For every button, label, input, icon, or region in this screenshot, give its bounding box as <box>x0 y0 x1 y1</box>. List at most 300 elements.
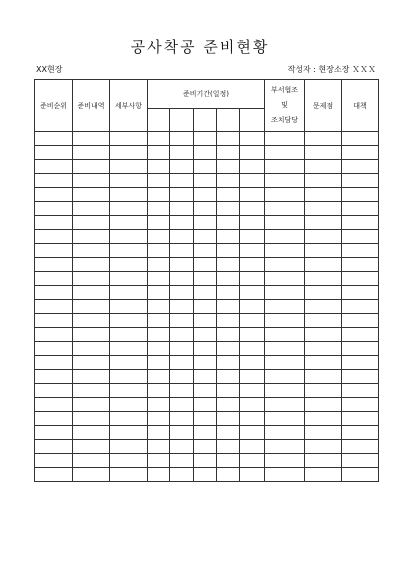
table-cell[interactable] <box>240 370 265 384</box>
table-row <box>35 188 379 202</box>
table-cell[interactable] <box>170 272 194 286</box>
table-cell[interactable] <box>240 356 265 370</box>
table-cell[interactable] <box>73 174 110 188</box>
table-cell[interactable] <box>265 202 305 216</box>
table-cell[interactable] <box>148 230 170 244</box>
table-cell[interactable] <box>148 454 170 468</box>
table-cell[interactable] <box>73 188 110 202</box>
table-cell[interactable] <box>305 398 342 412</box>
table-cell[interactable] <box>305 412 342 426</box>
table-cell[interactable] <box>148 244 170 258</box>
table-cell[interactable] <box>170 216 194 230</box>
table-cell[interactable] <box>73 468 110 482</box>
table-cell[interactable] <box>240 272 265 286</box>
table-cell[interactable] <box>194 370 217 384</box>
table-cell[interactable] <box>240 146 265 160</box>
table-row <box>35 258 379 272</box>
table-cell[interactable] <box>305 258 342 272</box>
table-cell[interactable] <box>35 286 73 300</box>
table-cell[interactable] <box>35 412 73 426</box>
table-cell[interactable] <box>240 328 265 342</box>
table-cell[interactable] <box>240 314 265 328</box>
table-cell[interactable] <box>110 370 148 384</box>
table-cell[interactable] <box>240 160 265 174</box>
table-cell[interactable] <box>148 314 170 328</box>
table-cell[interactable] <box>240 384 265 398</box>
table-cell[interactable] <box>148 174 170 188</box>
table-cell[interactable] <box>217 356 240 370</box>
table-cell[interactable] <box>110 328 148 342</box>
table-row <box>35 286 379 300</box>
table-cell[interactable] <box>73 412 110 426</box>
table-cell[interactable] <box>110 426 148 440</box>
table-cell[interactable] <box>265 412 305 426</box>
table-cell[interactable] <box>217 300 240 314</box>
table-row <box>35 160 379 174</box>
table-cell[interactable] <box>342 174 379 188</box>
table-cell[interactable] <box>35 454 73 468</box>
table-cell[interactable] <box>170 426 194 440</box>
table-cell[interactable] <box>217 174 240 188</box>
table-cell[interactable] <box>305 286 342 300</box>
table-cell[interactable] <box>35 468 73 482</box>
table-body <box>35 132 379 482</box>
table-cell[interactable] <box>217 342 240 356</box>
table-cell[interactable] <box>342 342 379 356</box>
table-cell[interactable] <box>110 440 148 454</box>
table-row <box>35 230 379 244</box>
table-cell[interactable] <box>148 132 170 146</box>
table-cell[interactable] <box>194 132 217 146</box>
table-cell[interactable] <box>35 258 73 272</box>
table-cell[interactable] <box>342 230 379 244</box>
table-cell[interactable] <box>35 370 73 384</box>
table-cell[interactable] <box>73 328 110 342</box>
table-cell[interactable] <box>35 398 73 412</box>
table-cell[interactable] <box>73 300 110 314</box>
table-cell[interactable] <box>305 132 342 146</box>
table-cell[interactable] <box>73 146 110 160</box>
table-cell[interactable] <box>73 440 110 454</box>
table-cell[interactable] <box>240 468 265 482</box>
table-cell[interactable] <box>305 342 342 356</box>
period-subcolumn-cell[interactable] <box>240 109 265 132</box>
table-cell[interactable] <box>240 440 265 454</box>
table-cell[interactable] <box>170 398 194 412</box>
table-cell[interactable] <box>148 342 170 356</box>
table-cell[interactable] <box>110 188 148 202</box>
table-cell[interactable] <box>170 174 194 188</box>
table-cell[interactable] <box>240 300 265 314</box>
table-cell[interactable] <box>73 132 110 146</box>
table-cell[interactable] <box>194 454 217 468</box>
table-cell[interactable] <box>217 314 240 328</box>
table-cell[interactable] <box>170 328 194 342</box>
table-cell[interactable] <box>170 440 194 454</box>
table-cell[interactable] <box>35 202 73 216</box>
table-cell[interactable] <box>170 356 194 370</box>
table-cell[interactable] <box>342 160 379 174</box>
table-cell[interactable] <box>305 314 342 328</box>
table-cell[interactable] <box>110 384 148 398</box>
table-cell[interactable] <box>240 258 265 272</box>
table-cell[interactable] <box>73 258 110 272</box>
table-cell[interactable] <box>148 258 170 272</box>
table-cell[interactable] <box>265 398 305 412</box>
table-cell[interactable] <box>240 454 265 468</box>
table-cell[interactable] <box>342 202 379 216</box>
table-cell[interactable] <box>35 356 73 370</box>
table-row <box>35 454 379 468</box>
table-cell[interactable] <box>305 328 342 342</box>
table-cell[interactable] <box>194 230 217 244</box>
table-cell[interactable] <box>35 314 73 328</box>
table-cell[interactable] <box>35 188 73 202</box>
table-cell[interactable] <box>240 286 265 300</box>
table-cell[interactable] <box>342 468 379 482</box>
table-cell[interactable] <box>110 356 148 370</box>
table-cell[interactable] <box>148 146 170 160</box>
table-cell[interactable] <box>148 272 170 286</box>
table-cell[interactable] <box>110 398 148 412</box>
table-cell[interactable] <box>342 314 379 328</box>
table-cell[interactable] <box>217 370 240 384</box>
table-cell[interactable] <box>148 398 170 412</box>
table-cell[interactable] <box>73 286 110 300</box>
table-cell[interactable] <box>305 160 342 174</box>
table-cell[interactable] <box>240 216 265 230</box>
table-cell[interactable] <box>148 412 170 426</box>
table-cell[interactable] <box>148 468 170 482</box>
table-cell[interactable] <box>148 202 170 216</box>
table-cell[interactable] <box>170 258 194 272</box>
table-row <box>35 370 379 384</box>
table-cell[interactable] <box>305 356 342 370</box>
table-cell[interactable] <box>170 188 194 202</box>
table-cell[interactable] <box>110 300 148 314</box>
table-cell[interactable] <box>342 454 379 468</box>
table-cell[interactable] <box>110 244 148 258</box>
table-cell[interactable] <box>305 454 342 468</box>
table-cell[interactable] <box>110 216 148 230</box>
table-row <box>35 384 379 398</box>
table-cell[interactable] <box>342 356 379 370</box>
table-cell[interactable] <box>170 342 194 356</box>
table-cell[interactable] <box>73 426 110 440</box>
table-cell[interactable] <box>217 286 240 300</box>
table-cell[interactable] <box>265 468 305 482</box>
table-cell[interactable] <box>194 328 217 342</box>
table-cell[interactable] <box>73 384 110 398</box>
table-cell[interactable] <box>110 272 148 286</box>
table-cell[interactable] <box>170 244 194 258</box>
table-cell[interactable] <box>35 230 73 244</box>
table-cell[interactable] <box>170 160 194 174</box>
table-cell[interactable] <box>148 384 170 398</box>
table-cell[interactable] <box>265 146 305 160</box>
table-cell[interactable] <box>35 216 73 230</box>
table-cell[interactable] <box>305 426 342 440</box>
table-cell[interactable] <box>217 202 240 216</box>
table-cell[interactable] <box>35 440 73 454</box>
table-cell[interactable] <box>265 132 305 146</box>
table-cell[interactable] <box>265 174 305 188</box>
table-cell[interactable] <box>194 286 217 300</box>
table-cell[interactable] <box>217 468 240 482</box>
period-subcolumn-cell[interactable] <box>217 109 240 132</box>
dept-line-3: 조치담당 <box>270 116 299 124</box>
table-cell[interactable] <box>194 314 217 328</box>
table-cell[interactable] <box>170 202 194 216</box>
table-cell[interactable] <box>148 188 170 202</box>
table-row <box>35 342 379 356</box>
table-cell[interactable] <box>305 188 342 202</box>
table-cell[interactable] <box>342 146 379 160</box>
table-cell[interactable] <box>170 132 194 146</box>
table-row <box>35 244 379 258</box>
table-cell[interactable] <box>35 174 73 188</box>
col-header-details: 세부사항 <box>110 80 148 132</box>
table-cell[interactable] <box>342 384 379 398</box>
table-cell[interactable] <box>240 244 265 258</box>
table-cell[interactable] <box>148 286 170 300</box>
table-cell[interactable] <box>194 188 217 202</box>
table-cell[interactable] <box>73 216 110 230</box>
table-cell[interactable] <box>217 426 240 440</box>
table-cell[interactable] <box>194 384 217 398</box>
table-cell[interactable] <box>265 328 305 342</box>
table-cell[interactable] <box>194 244 217 258</box>
table-cell[interactable] <box>35 160 73 174</box>
table-cell[interactable] <box>110 132 148 146</box>
table-cell[interactable] <box>265 384 305 398</box>
table-cell[interactable] <box>342 440 379 454</box>
table-cell[interactable] <box>305 146 342 160</box>
dept-line-2: 및 <box>281 101 288 109</box>
table-cell[interactable] <box>240 342 265 356</box>
table-cell[interactable] <box>194 146 217 160</box>
table-cell[interactable] <box>217 412 240 426</box>
table-cell[interactable] <box>217 244 240 258</box>
table-cell[interactable] <box>342 132 379 146</box>
table-cell[interactable] <box>265 160 305 174</box>
table-cell[interactable] <box>342 188 379 202</box>
table-cell[interactable] <box>305 230 342 244</box>
table-cell[interactable] <box>305 216 342 230</box>
table-cell[interactable] <box>73 398 110 412</box>
table-cell[interactable] <box>194 258 217 272</box>
table-cell[interactable] <box>342 258 379 272</box>
table-row <box>35 356 379 370</box>
table-cell[interactable] <box>305 384 342 398</box>
period-subcolumn-cell[interactable] <box>170 109 194 132</box>
table-cell[interactable] <box>265 286 305 300</box>
table-cell[interactable] <box>342 412 379 426</box>
table-cell[interactable] <box>194 160 217 174</box>
table-cell[interactable] <box>73 342 110 356</box>
table-cell[interactable] <box>73 202 110 216</box>
table-cell[interactable] <box>148 426 170 440</box>
table-cell[interactable] <box>194 272 217 286</box>
table-cell[interactable] <box>73 244 110 258</box>
table-cell[interactable] <box>217 188 240 202</box>
table-cell[interactable] <box>194 398 217 412</box>
period-subcolumn-cell[interactable] <box>148 109 170 132</box>
table-cell[interactable] <box>240 398 265 412</box>
table-cell[interactable] <box>170 300 194 314</box>
table-cell[interactable] <box>265 356 305 370</box>
table-cell[interactable] <box>240 230 265 244</box>
table-cell[interactable] <box>305 440 342 454</box>
table-cell[interactable] <box>265 440 305 454</box>
table-cell[interactable] <box>240 132 265 146</box>
table-cell[interactable] <box>217 454 240 468</box>
table-row <box>35 468 379 482</box>
table-cell[interactable] <box>265 370 305 384</box>
table-cell[interactable] <box>265 454 305 468</box>
table-cell[interactable] <box>265 230 305 244</box>
table-cell[interactable] <box>217 132 240 146</box>
table-cell[interactable] <box>265 314 305 328</box>
table-cell[interactable] <box>342 216 379 230</box>
table-cell[interactable] <box>35 300 73 314</box>
table-cell[interactable] <box>194 216 217 230</box>
table-cell[interactable] <box>342 272 379 286</box>
table-cell[interactable] <box>305 174 342 188</box>
col-header-order: 준비순위 <box>35 80 73 132</box>
table-cell[interactable] <box>305 468 342 482</box>
table-cell[interactable] <box>194 300 217 314</box>
table-cell[interactable] <box>217 440 240 454</box>
table-cell[interactable] <box>148 440 170 454</box>
table-cell[interactable] <box>35 426 73 440</box>
table-cell[interactable] <box>240 174 265 188</box>
table-cell[interactable] <box>305 370 342 384</box>
table-cell[interactable] <box>170 286 194 300</box>
table-cell[interactable] <box>170 314 194 328</box>
table-cell[interactable] <box>342 370 379 384</box>
table-row <box>35 314 379 328</box>
dept-line-1: 부서협조 <box>270 86 299 94</box>
table-cell[interactable] <box>240 412 265 426</box>
table-cell[interactable] <box>217 328 240 342</box>
table-cell[interactable] <box>240 202 265 216</box>
table-cell[interactable] <box>217 216 240 230</box>
table-cell[interactable] <box>342 426 379 440</box>
table-cell[interactable] <box>265 272 305 286</box>
table-cell[interactable] <box>265 258 305 272</box>
table-cell[interactable] <box>170 146 194 160</box>
table-cell[interactable] <box>110 160 148 174</box>
table-cell[interactable] <box>265 244 305 258</box>
table-cell[interactable] <box>35 146 73 160</box>
table-cell[interactable] <box>35 272 73 286</box>
table-cell[interactable] <box>265 188 305 202</box>
table-cell[interactable] <box>110 174 148 188</box>
table-cell[interactable] <box>35 132 73 146</box>
table-cell[interactable] <box>110 314 148 328</box>
table-cell[interactable] <box>170 230 194 244</box>
table-cell[interactable] <box>305 272 342 286</box>
table-cell[interactable] <box>170 384 194 398</box>
table-cell[interactable] <box>265 426 305 440</box>
table-cell[interactable] <box>194 342 217 356</box>
table-cell[interactable] <box>305 300 342 314</box>
table-cell[interactable] <box>194 440 217 454</box>
table-cell[interactable] <box>217 258 240 272</box>
table-cell[interactable] <box>110 230 148 244</box>
table-cell[interactable] <box>73 356 110 370</box>
table-cell[interactable] <box>170 468 194 482</box>
table-cell[interactable] <box>35 244 73 258</box>
table-cell[interactable] <box>217 230 240 244</box>
table-cell[interactable] <box>110 286 148 300</box>
table-cell[interactable] <box>148 328 170 342</box>
table-cell[interactable] <box>342 328 379 342</box>
table-cell[interactable] <box>110 258 148 272</box>
table-cell[interactable] <box>265 216 305 230</box>
table-cell[interactable] <box>342 286 379 300</box>
table-cell[interactable] <box>110 202 148 216</box>
table-cell[interactable] <box>73 160 110 174</box>
table-cell[interactable] <box>170 412 194 426</box>
table-cell[interactable] <box>73 370 110 384</box>
table-cell[interactable] <box>217 272 240 286</box>
table-cell[interactable] <box>305 244 342 258</box>
table-cell[interactable] <box>110 468 148 482</box>
table-cell[interactable] <box>35 384 73 398</box>
table-cell[interactable] <box>110 454 148 468</box>
table-cell[interactable] <box>194 412 217 426</box>
table-cell[interactable] <box>148 300 170 314</box>
table-cell[interactable] <box>217 398 240 412</box>
table-cell[interactable] <box>194 174 217 188</box>
table-cell[interactable] <box>265 342 305 356</box>
table-cell[interactable] <box>148 216 170 230</box>
table-cell[interactable] <box>342 398 379 412</box>
table-cell[interactable] <box>217 160 240 174</box>
table-cell[interactable] <box>342 244 379 258</box>
table-cell[interactable] <box>170 370 194 384</box>
table-cell[interactable] <box>148 370 170 384</box>
table-cell[interactable] <box>194 426 217 440</box>
table-cell[interactable] <box>73 454 110 468</box>
table-cell[interactable] <box>194 468 217 482</box>
table-cell[interactable] <box>217 146 240 160</box>
table-cell[interactable] <box>73 272 110 286</box>
table-cell[interactable] <box>148 160 170 174</box>
table-cell[interactable] <box>305 202 342 216</box>
table-cell[interactable] <box>35 328 73 342</box>
table-cell[interactable] <box>194 202 217 216</box>
table-cell[interactable] <box>35 342 73 356</box>
table-cell[interactable] <box>110 342 148 356</box>
table-cell[interactable] <box>342 300 379 314</box>
table-cell[interactable] <box>217 384 240 398</box>
table-cell[interactable] <box>148 356 170 370</box>
table-cell[interactable] <box>265 300 305 314</box>
table-cell[interactable] <box>110 146 148 160</box>
table-cell[interactable] <box>170 454 194 468</box>
table-cell[interactable] <box>73 230 110 244</box>
table-cell[interactable] <box>73 314 110 328</box>
table-cell[interactable] <box>110 412 148 426</box>
table-cell[interactable] <box>240 426 265 440</box>
table-cell[interactable] <box>194 356 217 370</box>
table-cell[interactable] <box>240 188 265 202</box>
table-row <box>35 146 379 160</box>
period-subcolumn-cell[interactable] <box>194 109 217 132</box>
